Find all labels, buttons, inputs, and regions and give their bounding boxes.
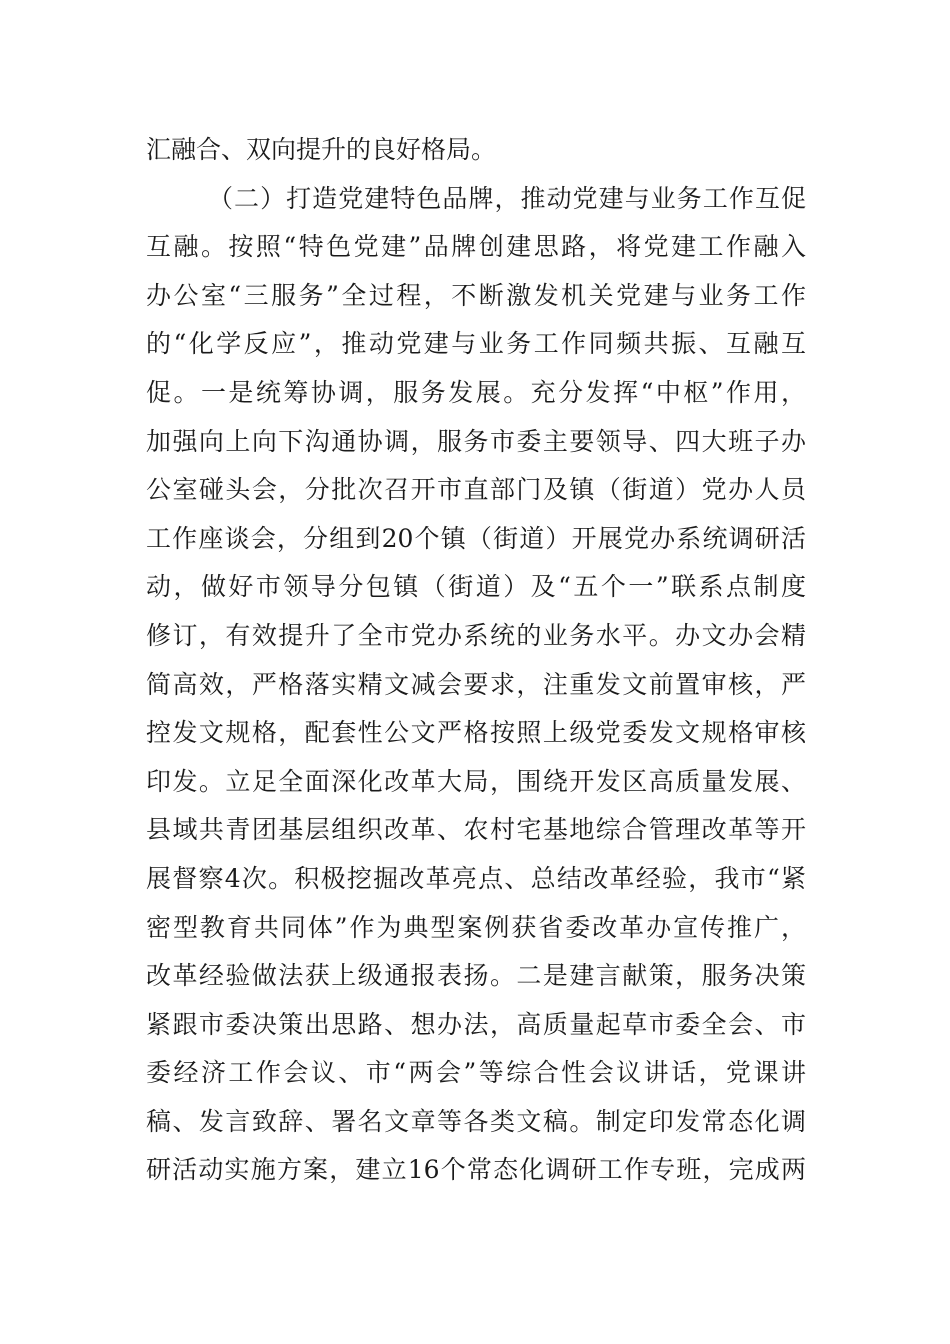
paragraph-line: 办公室“三服务”全过程，不断激发机关党建与业务工作 (146, 280, 806, 310)
paragraph-line: 县域共青团基层组织改革、农村宅基地综合管理改革等开 (146, 815, 806, 845)
paragraph-line: 研活动实施方案，建立16个常态化调研工作专班，完成两 (146, 1155, 806, 1185)
paragraph-line: 控发文规格，配套性公文严格按照上级党委发文规格审核 (146, 718, 806, 748)
body-text (146, 126, 806, 1195)
paragraph-line: 加强向上向下沟通协调，服务市委主要领导、四大班子办 (146, 426, 806, 456)
paragraph-line: 改革经验做法获上级通报表扬。二是建言献策，服务决策 (146, 961, 806, 991)
section-heading-line: （二）打造党建特色品牌，推动党建与业务工作互促 (208, 183, 806, 213)
paragraph-line: 汇融合、双向提升的良好格局。 (146, 135, 497, 164)
paragraph-line: 互融。按照“特色党建”品牌创建思路，将党建工作融入 (146, 232, 806, 262)
paragraph-line: 简高效，严格落实精文减会要求，注重发文前置审核，严 (146, 669, 806, 699)
paragraph-line: 紧跟市委决策出思路、想办法，高质量起草市委全会、市 (146, 1009, 806, 1039)
paragraph-line: 的“化学反应”，推动党建与业务工作同频共振、互融互 (146, 329, 806, 359)
paragraph-line: 委经济工作会议、市“两会”等综合性会议讲话，党课讲 (146, 1058, 806, 1088)
paragraph-line: 工作座谈会，分组到20个镇（街道）开展党办系统调研活 (146, 523, 806, 553)
paragraph-line: 促。一是统筹协调，服务发展。充分发挥“中枢”作用， (146, 377, 806, 407)
paragraph-line: 修订，有效提升了全市党办系统的业务水平。办文办会精 (146, 620, 806, 650)
paragraph-line: 公室碰头会，分批次召开市直部门及镇（街道）党办人员 (146, 475, 806, 505)
paragraph-line: 稿、发言致辞、署名文章等各类文稿。制定印发常态化调 (146, 1106, 806, 1136)
paragraph-line: 印发。立足全面深化改革大局，围绕开发区高质量发展、 (146, 766, 806, 796)
paragraph-line: 展督察4次。积极挖掘改革亮点、总结改革经验，我市“紧 (146, 863, 806, 893)
paragraph-line: 密型教育共同体”作为典型案例获省委改革办宣传推广， (146, 912, 806, 942)
paragraph-line: 动，做好市领导分包镇（街道）及“五个一”联系点制度 (146, 572, 806, 602)
